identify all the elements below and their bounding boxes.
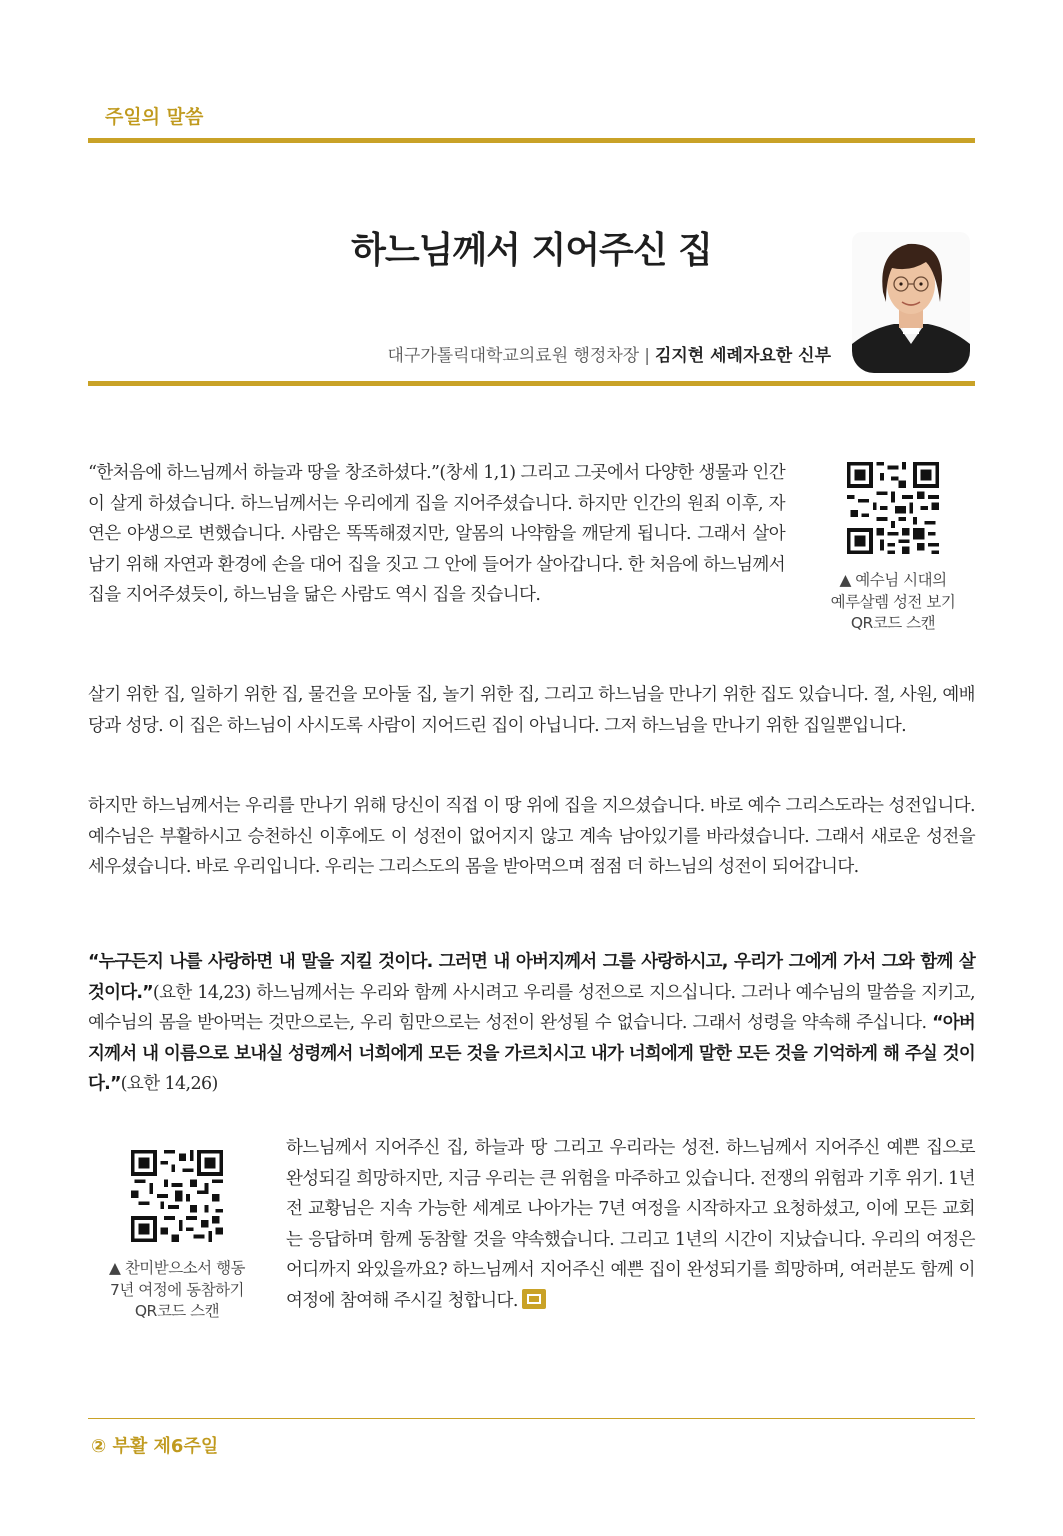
page-footer: ② 부활 제6주일 <box>91 1436 219 1457</box>
paragraph-4 <box>88 947 975 1100</box>
title-divider <box>88 381 975 386</box>
qr-code-icon[interactable] <box>847 462 939 554</box>
byline-separator: | <box>644 346 650 366</box>
paragraph-3: 하지만 하느님께서는 우리를 만나기 위해 당신이 직접 이 땅 위에 집을 지으셨습니다. 바로 예수 그리스도라는 성전입니다. 예수님은 부활하시고 승천하신 이후에도 이 성전이 없어지지 않고 계속 남아있기를 바라셨습니다. 그래서 새로운 성전을 세우셨습니다. 바로 우리입니다. 우리는 그리스도의 몸을 받아먹으며 점점 더 하느님의 성전이 되어갑니다. <box>88 796 975 877</box>
qr-caption-line: ▲ 예수님 시대의 <box>839 571 947 589</box>
qr-block-laudato-si <box>90 1150 264 1323</box>
paragraph-5 <box>286 1133 975 1316</box>
paragraph-2: 살기 위한 집, 일하기 위한 집, 물건을 모아둘 집, 놀기 위한 집, 그리고 하느님을 만나기 위한 집도 있습니다. 절, 사원, 예배당과 성당. 이 집은 하느님이 사시도록 사람이 지어드린 집이 아닙니다. 그저 하느님을 만나기 위한 집일뿐입니다. <box>88 685 975 736</box>
scripture-quote-1: “누구든지 나를 사랑하면 내 말을 지킬 것이다. 그러면 내 아버지께서 그를 사랑하시고, 우리가 그에게 가서 그와 함께 살 것이다.” <box>88 952 975 1003</box>
paragraph-4-text-2: (요한 14,26) <box>120 1074 218 1094</box>
qr-caption-laudato-si <box>90 1258 264 1323</box>
scripture-quote-2: “아버지께서 내 이름으로 보내실 성령께서 너희에게 모든 것을 가르치시고 내가 너희에게 말한 모든 것을 기억하게 해 주실 것이다.” <box>88 1013 975 1094</box>
footer-divider <box>88 1418 975 1419</box>
qr-caption-line: 7년 여정에 동참하기 <box>109 1280 244 1299</box>
article-title: 하느님께서 지어주신 집 <box>351 229 712 271</box>
author-organization: 대구가톨릭대학교의료원 행정차장 <box>387 346 640 366</box>
qr-caption-line: QR코드 스캔 <box>134 1302 220 1320</box>
section-label: 주일의 말씀 <box>105 106 204 128</box>
qr-code-icon[interactable] <box>131 1150 223 1242</box>
author-name: 김지현 세례자요한 신부 <box>654 346 831 366</box>
paragraph-1: “한처음에 하느님께서 하늘과 땅을 창조하셨다.”(창세 1,1) 그리고 그곳에서 다양한 생물과 인간이 살게 하셨습니다. 하느님께서는 우리에게 집을 지어주셨습니다. 하지만 인간의 원죄 이후, 자연은 야생으로 변했습니다. 사람은 똑똑해졌지만, 알몸의 나약함을 깨닫게 됩니다. 그래서 살아남기 위해 자연과 환경에 손을 대어 집을 짓고 그 안에 들어가 살아갑니다. 한 처음에 하느님께서 집을 지어주셨듯이, 하느님을 닮은 사람도 역시 집을 짓습니다. <box>88 463 785 605</box>
qr-caption-temple <box>806 570 980 635</box>
qr-caption-line: 예루살렘 성전 보기 <box>830 592 956 611</box>
qr-caption-line: ▲ 찬미받으소서 행동 <box>108 1259 246 1277</box>
paragraph-5-text: 하느님께서 지어주신 집, 하늘과 땅 그리고 우리라는 성전. 하느님께서 지어주신 예쁜 집으로 완성되길 희망하지만, 지금 우리는 큰 위험을 마주하고 있습니다. 전쟁의 위험과 기후 위기. 1년 전 교황님은 지속 가능한 세계로 나아가는 7년 여정을 시작하자고 요청하셨고, 이에 모든 교회는 응답하며 함께 동참할 것을 약속했습니다. 그리고 1년의 시간이 지났습니다. 우리의 여정은 어디까지 와있을까요? 하느님께서 지어주신 예쁜 집이 완성되기를 희망하며, 여러분도 함께 이 여정에 참여해 주시길 청합니다. <box>286 1138 975 1311</box>
qr-caption-line: QR코드 스캔 <box>850 614 936 632</box>
author-portrait <box>852 232 970 373</box>
qr-block-temple <box>806 462 980 635</box>
header-divider <box>88 138 975 143</box>
paragraph-4-text-1: (요한 14,23) 하느님께서는 우리와 함께 사시려고 우리를 성전으로 지으십니다. 그러나 예수님의 말씀을 지키고, 예수님의 몸을 받아먹는 것만으로는, 우리 힘만으로는 성전이 완성될 수 없습니다. 그래서 성령을 약속해 주십니다. <box>88 982 975 1033</box>
author-byline <box>387 341 831 366</box>
end-mark-icon <box>522 1289 546 1309</box>
